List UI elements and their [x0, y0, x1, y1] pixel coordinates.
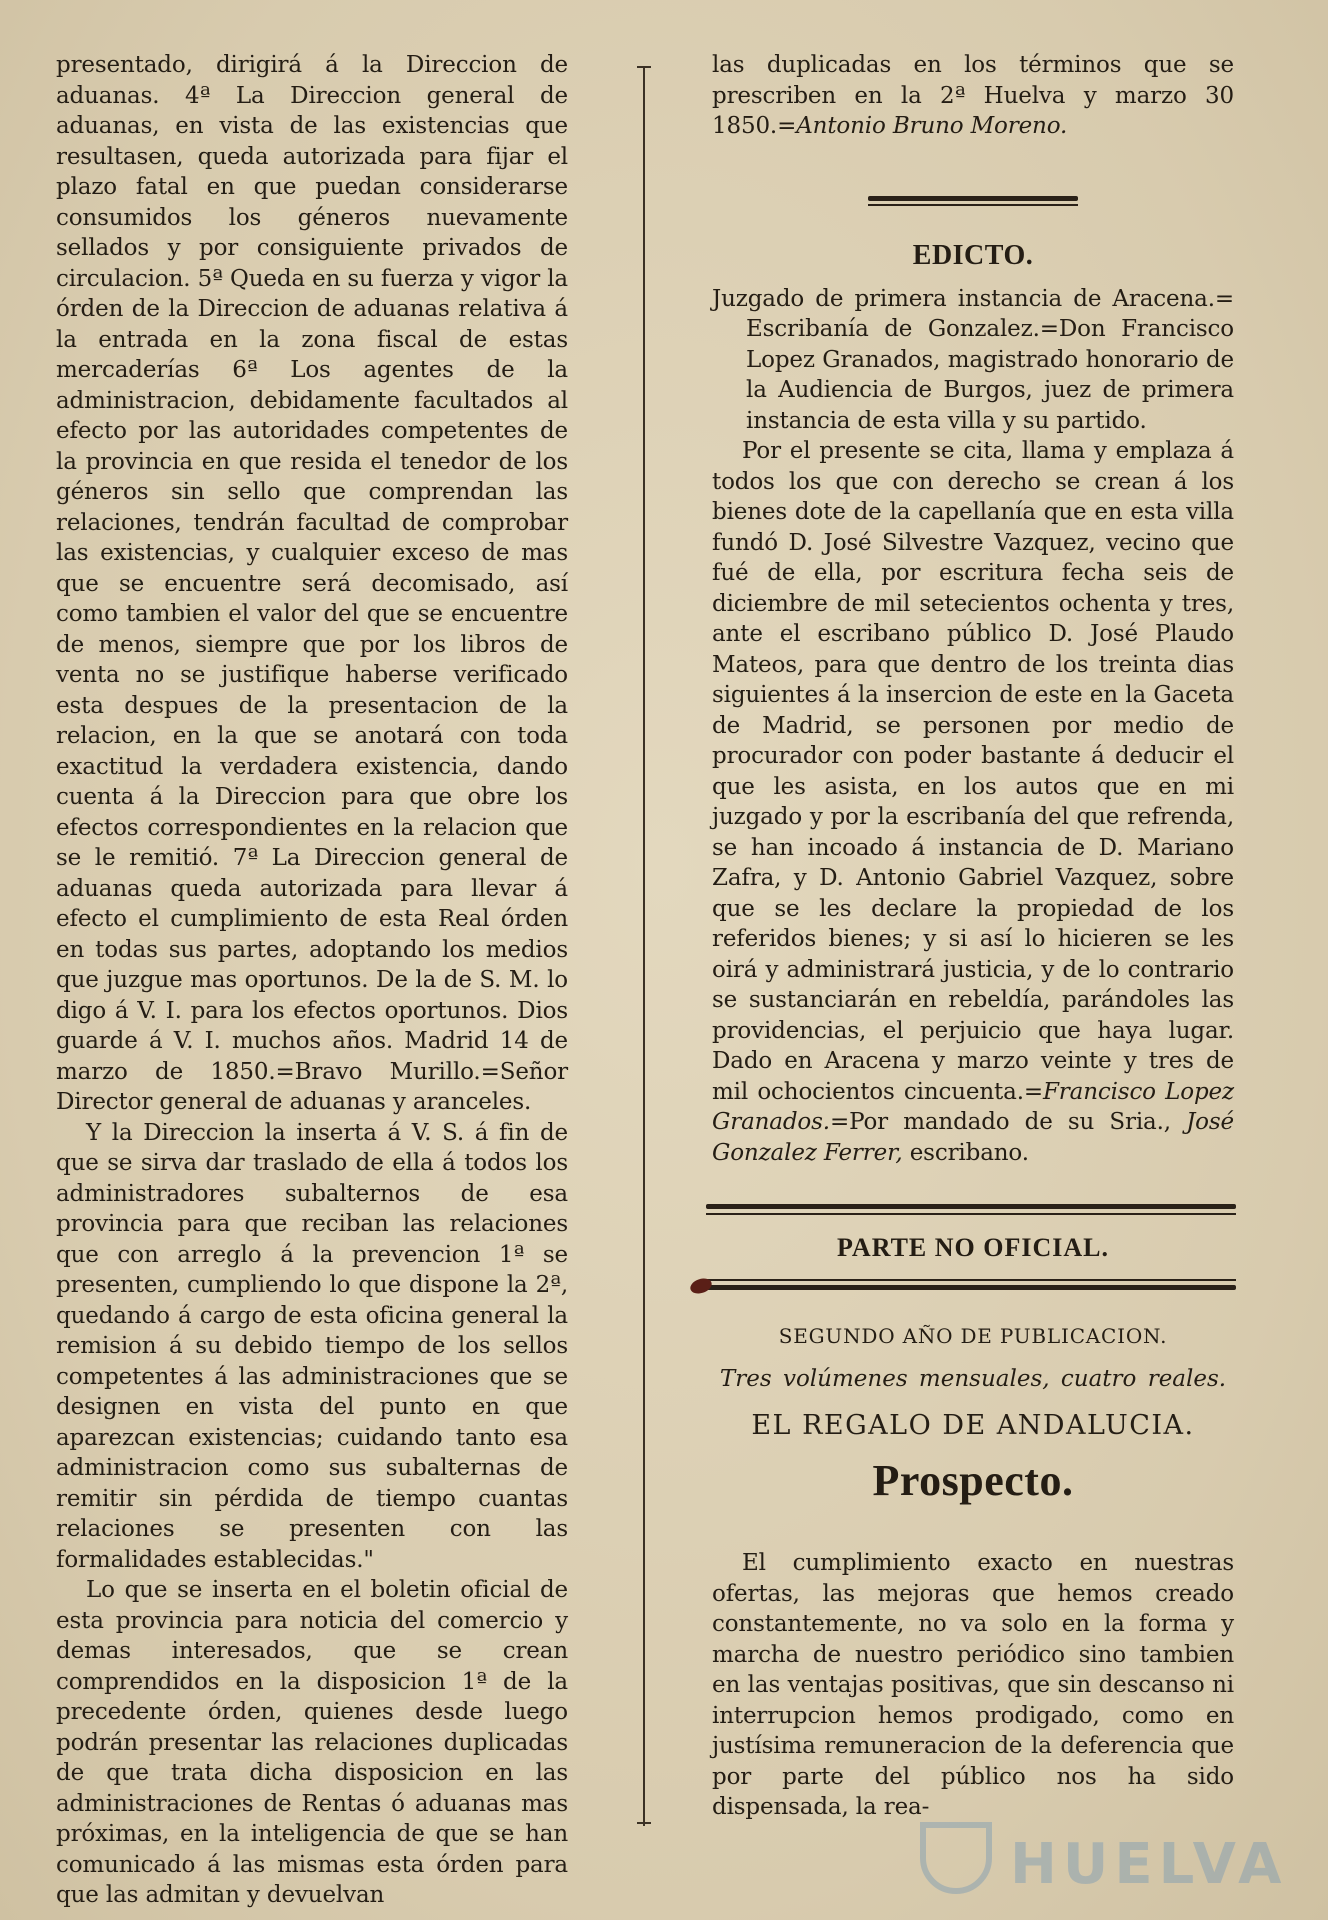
direccion-paragraph: Y la Direccion la inserta á V. S. á fin de que se sirva dar traslado de ella á todos los administradores subalternos de esa provincia para que reciban las relaciones que con arreglo á la prevencion 1ª se presenten, cumpliendo lo que dispone la 2ª, quedando á cargo de esta oficina general la remision á su debido tiempo de los sellos competentes á las administraciones que se designen en vista del punto en que aparezcan existencias; cuidando tanto esa administracion como sus subalternas de remitir sin pérdida de tiempo cuantas relaciones se presenten con las formalidades establecidas." — [56, 1119, 568, 1573]
boletin-paragraph: Lo que se inserta en el boletin oficial de esta provincia para noticia del comercio y demas interesados, que se crean comprendidos en la disposicion 1ª de la precedente órden, quienes desde luego podrán presentar las relaciones duplicadas de que trata dicha disposicion en las administraciones de Rentas ó aduanas mas próximas, en la inteligencia de que se han comunicado á las mismas esta órden para que las admitan y devuelvan — [56, 1577, 568, 1908]
edicto-body-text: Por el presente se cita, llama y emplaza á todos los que con derecho se crean á los bienes dote de la capellanía que en esta villa fundó D. José Silvestre Vazquez, vecino que fué de ella, por escritura fecha seis de diciembre de mil setecientos ochenta y tres, ante el escribano público D. José Plaudo Mateos, para que dentro de los treinta dias siguientes á la insercion de este en la Gaceta de Madrid, se personen por medio de procurador con poder bastante á deducir el que les asista, en los autos que en mi juzgado y por la escribanía del que refrenda, se han incoado á instancia de D. Mariano Zafra, y D. Antonio Gabriel Vazquez, sobre que se les declare la propiedad de los referidos bienes; y si así lo hicieren se les oirá y administrará justicia, y de lo contrario se sustanciarán en rebeldía, parándoles las providencias, el perjuicio que haya lugar. Dado en Aracena y marzo veinte y tres de mil ochocientos cincuenta.= — [712, 438, 1234, 1105]
edicto-heading: EDICTO. — [912, 239, 1034, 271]
edicto-header: Juzgado de primera instancia de Aracena.= Escribanía de Gonzalez.=Don Francisco Lopez Granados, magistrado honorario de la Audiencia de Burgos, juez de primera instancia de esta villa y su partido. — [712, 285, 1234, 434]
column-divider-top-tick — [637, 66, 651, 68]
regalo-title: EL REGALO DE ANDALUCIA. — [751, 1410, 1195, 1441]
parte-no-oficial-heading: PARTE NO OFICIAL. — [836, 1233, 1109, 1262]
prospecto-heading: Prospecto. — [872, 1456, 1074, 1505]
signature-francisco-lopez-granados: Francisco Lopez Granados. — [712, 1078, 1234, 1135]
watermark-text: HUELVA — [1010, 1832, 1288, 1897]
signature-antonio-bruno-moreno: Antonio Bruno Moreno. — [796, 113, 1068, 139]
parte-divider-top — [706, 1204, 1236, 1215]
section-divider — [868, 196, 1078, 206]
escribano-text: escribano. — [902, 1139, 1029, 1166]
real-orden-text: presentado, dirigirá á la Direccion de aduanas. 4ª La Direccion general de aduanas, en vista de las existencias que resultasen, queda autorizada para fijar el plazo fatal en que puedan considerarse consumidos los géneros nuevamente sellados y por consiguiente privados de circulacion. 5ª Queda en su fuerza y vigor la órden de la Direccion de aduanas relativa á la entrada en la zona fiscal de estas mercaderías 6ª Los agentes de la administracion, debidamente facultados al efecto por las autoridades competentes de la provincia en que resida el tenedor de los géneros sin sello que comprendan las relaciones, tendrán facultad de comprobar las existencias, y cualquier exceso de mas que se encuentre será decomisado, así como tambien el valor del que se encuentre de menos, siempre que por los libros de venta no se justifique haberse verificado esta despues de la presentacion de la relacion, en la que se anotará con toda exactitud la verdadera existencia, dando cuenta á la Direccion para que obre los efectos correspondientes en la relacion que se le remitió. 7ª La Direccion general de aduanas queda autorizada para llevar á efecto el cumplimiento de esta Real órden en todas sus partes, adoptando los medios que juzgue mas oportunos. De la de S. M. lo digo á V. I. para los efectos oportunos. Dios guarde á V. I. muchos años. Madrid 14 de marzo de 1850.=Bravo Murillo.=Señor Director general de aduanas y aranceles. — [56, 52, 568, 1115]
huelva-watermark — [920, 1822, 1288, 1898]
subscription-line: Tres volúmenes mensuales, cuatro reales. — [719, 1366, 1227, 1392]
column-divider-bottom-tick — [637, 1822, 651, 1824]
por-mandado-text: =Por mandado de su Sria., — [829, 1109, 1187, 1135]
edicto-body — [712, 436, 1234, 1168]
continued-text: las duplicadas en los términos que se prescriben en la 2ª Huelva y marzo 30 1850.= — [712, 52, 1234, 139]
column-divider — [643, 66, 645, 1826]
left-column — [56, 50, 568, 1911]
prospecto-body: El cumplimiento exacto en nuestras ofertas, las mejoras que hemos creado constantemente, no va solo en la forma y marcha de nuestro periódico sino tambien en las ventajas positivas, que sin descanso ni interrupcion hemos prodigado, como en justísima remuneracion de la deferencia que por parte del público nos ha sido dispensada, la rea- — [712, 1550, 1234, 1820]
parte-divider-bottom — [706, 1279, 1236, 1290]
shield-icon — [920, 1822, 992, 1894]
continued-paragraph — [712, 50, 1234, 142]
right-column — [712, 50, 1234, 1823]
segundo-ano-label: SEGUNDO AÑO DE PUBLICACION. — [778, 1324, 1168, 1348]
signature-jose-gonzalez-ferrer: José Gonzalez Ferrer, — [712, 1109, 1234, 1166]
